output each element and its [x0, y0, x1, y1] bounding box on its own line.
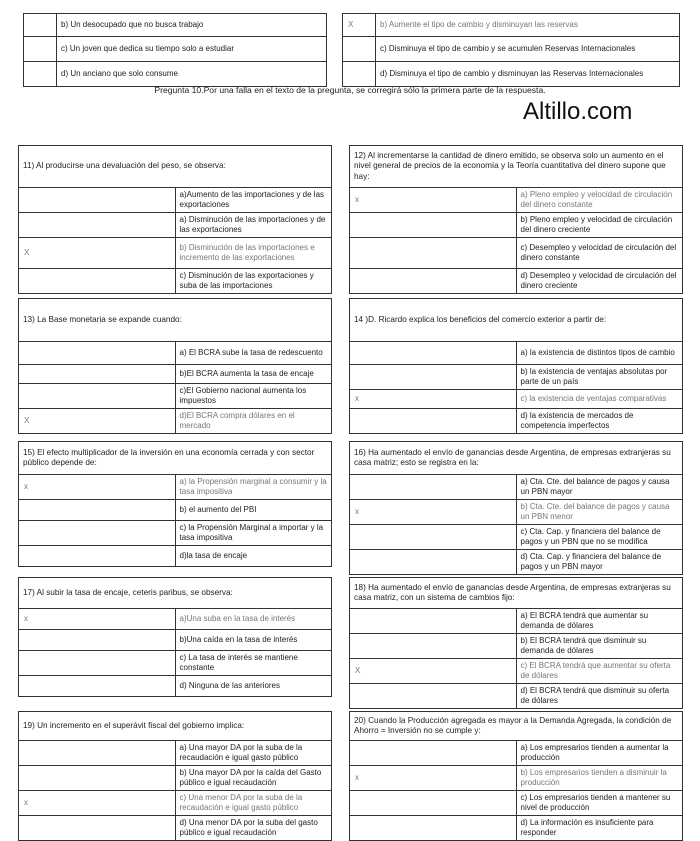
question-12 [349, 145, 683, 294]
option-text: a)Una suba en la tasa de interés [175, 609, 332, 630]
answer-mark [19, 766, 176, 791]
option-text: a) Disminución de las importaciones y de las exportaciones [175, 213, 332, 238]
question-text: 17) Al subir la tasa de encaje, ceteris paribus, se observa: [19, 578, 332, 609]
option-text: c) Cta. Cap. y financiera del balance de pagos y un PBN que no se modifica [516, 525, 683, 550]
answer-mark [350, 525, 517, 550]
answer-mark [350, 475, 517, 500]
option-text: d) Ninguna de las anteriores [175, 676, 332, 697]
option-row [350, 741, 683, 766]
question-text: 12) Al incrementarse la cantidad de dinero emitido, se observa solo un aumento en el nivel general de precios de la economía y la Teoría cuantitativa del dinero supone que hay: [350, 146, 683, 188]
option-row [350, 659, 683, 684]
answer-mark [350, 238, 517, 269]
question-text: 19) Un incremento en el superávit fiscal del gobierno implica: [19, 712, 332, 741]
option-row [19, 342, 332, 365]
option-row [19, 475, 332, 500]
question-13 [18, 298, 332, 434]
option-text: a) El BCRA sube la tasa de redescuento [175, 342, 332, 365]
option-row [343, 37, 680, 62]
question-text: 16) Ha aumentado el envío de ganancias desde Argentina, de empresas extranjeras su casa matriz; esto se registra en la: [350, 442, 683, 475]
answer-mark [19, 546, 176, 567]
option-text: b) Disminución de las importaciones e incremento de las exportaciones [175, 238, 332, 269]
option-text: a) Pleno empleo y velocidad de circulación del dinero constante [516, 188, 683, 213]
option-row [19, 766, 332, 791]
option-row [350, 342, 683, 365]
answer-mark [19, 269, 176, 294]
option-text: c) El BCRA tendrá que aumentar su oferta de dólares [516, 659, 683, 684]
option-text: d) la existencia de mercados de competencia imperfectos [516, 409, 683, 434]
option-row [350, 550, 683, 575]
option-row [19, 676, 332, 697]
option-row [350, 238, 683, 269]
answer-mark [19, 365, 176, 384]
option-text: d) Disminuya el tipo de cambio y disminuyan las Reservas Internacionales [376, 62, 680, 87]
option-text: c) la existencia de ventajas comparativas [516, 390, 683, 409]
option-row [350, 475, 683, 500]
option-row [350, 609, 683, 634]
option-row [350, 525, 683, 550]
answer-mark [343, 37, 376, 62]
option-row [19, 188, 332, 213]
option-row [19, 546, 332, 567]
option-text: d) Cta. Cap. y financiera del balance de pagos y un PBN mayor [516, 550, 683, 575]
answer-mark [350, 550, 517, 575]
option-text: c) Un joven que dedica su tiempo solo a estudiar [57, 37, 327, 62]
option-row [19, 741, 332, 766]
option-row [350, 390, 683, 409]
option-row [19, 238, 332, 269]
answer-mark: X [350, 659, 517, 684]
question-19 [18, 711, 332, 841]
question-10-left-options [23, 13, 327, 87]
question-14 [349, 298, 683, 434]
option-text: b) Una mayor DA por la caída del Gasto público e igual recaudación [175, 766, 332, 791]
option-text: a)Aumento de las importaciones y de las exportaciones [175, 188, 332, 213]
option-text: b) Aumente el tipo de cambio y disminuyan las reservas [376, 14, 680, 37]
answer-mark [350, 342, 517, 365]
answer-mark [19, 500, 176, 521]
answer-mark [24, 37, 57, 62]
option-text: b)Una caída en la tasa de interés [175, 630, 332, 651]
answer-mark: X [19, 238, 176, 269]
option-text: c) la Propensión Marginal a importar y la tasa impositiva [175, 521, 332, 546]
answer-mark: x [350, 500, 517, 525]
question-18 [349, 577, 683, 709]
option-row [350, 816, 683, 841]
option-text: c)El Gobierno nacional aumenta los impuestos [175, 384, 332, 409]
option-text: d)la tasa de encaje [175, 546, 332, 567]
option-text: d) Una menor DA por la suba del gasto público e igual recaudación [175, 816, 332, 841]
question-text: 11) Al producirse una devaluación del peso, se observa: [19, 146, 332, 188]
answer-mark: x [350, 766, 517, 791]
option-text: a) la Propensión marginal a consumir y la tasa impositiva [175, 475, 332, 500]
option-text: b) la existencia de ventajas absolutas por parte de un país [516, 365, 683, 390]
answer-mark [19, 741, 176, 766]
option-row [19, 500, 332, 521]
option-row [19, 630, 332, 651]
answer-mark [350, 409, 517, 434]
option-row [19, 816, 332, 841]
option-text: d) El BCRA tendrá que disminuir su oferta de dólares [516, 684, 683, 709]
answer-mark [19, 188, 176, 213]
answer-mark [19, 384, 176, 409]
option-row [24, 14, 327, 37]
option-row [19, 269, 332, 294]
answer-mark [350, 791, 517, 816]
option-row [350, 766, 683, 791]
option-row [350, 634, 683, 659]
option-text: c) Una menor DA por la suba de la recaudación e igual gasto público [175, 791, 332, 816]
answer-mark [19, 816, 176, 841]
answer-mark: x [350, 188, 517, 213]
option-text: b) Pleno empleo y velocidad de circulación del dinero creciente [516, 213, 683, 238]
question-text: 18) Ha aumentado el envío de ganancias desde Argentina, de empresas extranjeras su casa matriz, con un sistema de cambios fijo: [350, 578, 683, 609]
option-text: b) el aumento del PBI [175, 500, 332, 521]
option-text: b) Cta. Cte. del balance de pagos y causa un PBN menor [516, 500, 683, 525]
answer-mark [350, 213, 517, 238]
option-row [350, 684, 683, 709]
question-text: 13) La Base monetaria se expande cuando: [19, 299, 332, 342]
option-row [19, 409, 332, 434]
question-15 [18, 441, 332, 567]
option-row [19, 365, 332, 384]
question-text: 14 )D. Ricardo explica los beneficios del comercio exterior a partir de: [350, 299, 683, 342]
answer-mark: x [19, 475, 176, 500]
option-text: b) Los empresarios tienden a disminuir la producción [516, 766, 683, 791]
question-text: 20) Cuando la Producción agregada es mayor a la Demanda Agregada, la condición de Ahorro = Inversión no se cumple y: [350, 712, 683, 741]
option-text: d)El BCRA compra dólares en el mercado [175, 409, 332, 434]
option-text: c) Los empresarios tienden a mantener su nivel de producción [516, 791, 683, 816]
option-text: a) Los empresarios tienden a aumentar la producción [516, 741, 683, 766]
option-row [350, 188, 683, 213]
answer-mark [19, 521, 176, 546]
option-row [19, 384, 332, 409]
option-text: c) Disminución de las exportaciones y suba de las importaciones [175, 269, 332, 294]
option-row [350, 791, 683, 816]
option-row [350, 269, 683, 294]
option-text: b)El BCRA aumenta la tasa de encaje [175, 365, 332, 384]
question-17 [18, 577, 332, 697]
option-row [350, 500, 683, 525]
option-text: a) Cta. Cte. del balance de pagos y causa un PBN mayor [516, 475, 683, 500]
option-row [350, 409, 683, 434]
answer-mark [350, 365, 517, 390]
answer-mark [350, 684, 517, 709]
answer-mark: X [343, 14, 376, 37]
option-text: c) La tasa de interés se mantiene constante [175, 651, 332, 676]
question-20 [349, 711, 683, 841]
answer-mark [350, 741, 517, 766]
site-logo[interactable]: Altillo.com [523, 98, 633, 125]
option-row [343, 14, 680, 37]
option-row [19, 651, 332, 676]
question-text: 15) El efecto multiplicador de la inversión en una economía cerrada y con sector público depende de: [19, 442, 332, 475]
option-row [19, 521, 332, 546]
option-text: b) Un desocupado que no busca trabajo [57, 14, 327, 37]
option-text: d) La información es insuficiente para responder [516, 816, 683, 841]
option-text: b) El BCRA tendrá que disminuir su demanda de dólares [516, 634, 683, 659]
answer-mark [19, 213, 176, 238]
answer-mark [343, 62, 376, 87]
option-text: d) Un anciano que solo consume [57, 62, 327, 87]
option-text: d) Desempleo y velocidad de circulación del dinero creciente [516, 269, 683, 294]
option-row [24, 37, 327, 62]
question-11 [18, 145, 332, 294]
option-row [24, 62, 327, 87]
option-text: a) la existencia de distintos tipos de cambio [516, 342, 683, 365]
answer-mark [350, 269, 517, 294]
option-row [343, 62, 680, 87]
option-row [19, 213, 332, 238]
question-16 [349, 441, 683, 575]
option-text: a) El BCRA tendrá que aumentar su demanda de dólares [516, 609, 683, 634]
option-text: a) Una mayor DA por la suba de la recaudación e igual gasto público [175, 741, 332, 766]
question-10-right-options [342, 13, 680, 87]
option-row [350, 213, 683, 238]
answer-mark: X [19, 409, 176, 434]
answer-mark [350, 609, 517, 634]
answer-mark [19, 676, 176, 697]
option-text: c) Desempleo y velocidad de circulación del dinero constante [516, 238, 683, 269]
answer-mark [24, 14, 57, 37]
answer-mark: x [19, 791, 176, 816]
answer-mark [350, 634, 517, 659]
answer-mark: x [350, 390, 517, 409]
correction-note: Pregunta 10.Por una falla en el texto de la pregunta, se corregirá sólo la primera parte de la respuesta. [154, 85, 546, 95]
answer-mark [19, 342, 176, 365]
answer-mark [24, 62, 57, 87]
option-text: c) Disminuya el tipo de cambio y se acumulen Reservas Internacionales [376, 37, 680, 62]
answer-mark [19, 630, 176, 651]
option-row [19, 791, 332, 816]
option-row [19, 609, 332, 630]
option-row [350, 365, 683, 390]
answer-mark [19, 651, 176, 676]
answer-mark [350, 816, 517, 841]
answer-mark: x [19, 609, 176, 630]
